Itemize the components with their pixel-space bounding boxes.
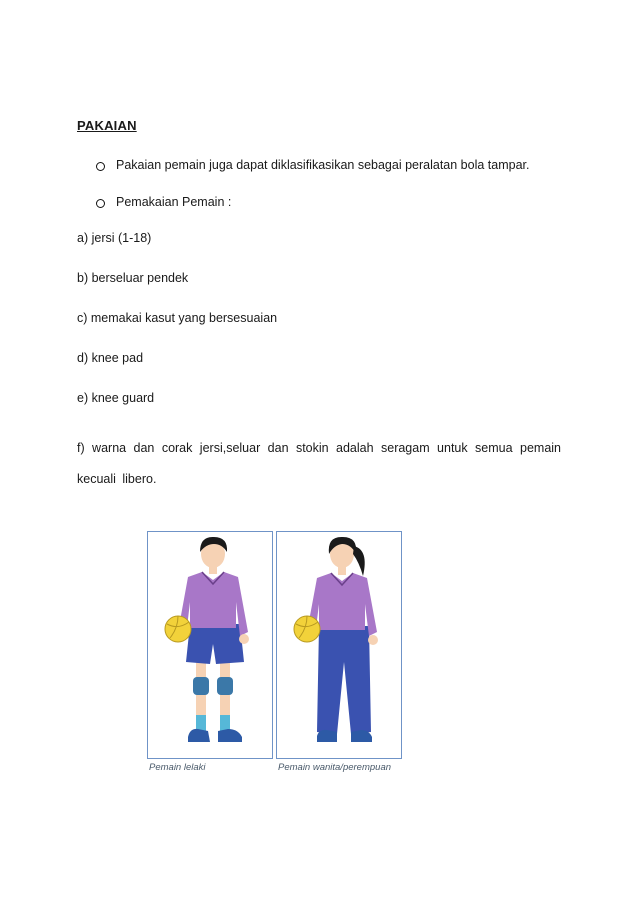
list-item-b: b) berseluar pendek [77,271,189,285]
bullet-icon [96,162,105,171]
list-item-a: a) jersi (1-18) [77,231,152,245]
bullet-text: Pemakaian Pemain : [116,195,232,209]
male-player-panel [147,531,273,759]
bullet-icon [96,199,105,208]
section-heading: PAKAIAN [77,118,137,133]
male-caption: Pemain lelaki [149,762,206,773]
uniform-figure [145,531,409,781]
male-player-illustration [148,532,272,758]
list-item-f: f) warna dan corak jersi,seluar dan stokin adalah seragam untuk semua pemain kecuali libero. [77,441,561,486]
list-item-e: e) knee guard [77,391,155,405]
bullet-item [96,158,529,195]
bullet-item [96,195,529,232]
female-caption: Pemain wanita/perempuan [278,762,392,773]
list-item-d: d) knee pad [77,351,144,365]
bullet-list [96,158,529,232]
female-player-panel [276,531,402,759]
female-player-illustration [277,532,401,758]
list-item-c: c) memakai kasut yang bersesuaian [77,311,278,325]
bullet-text: Pakaian pemain juga dapat diklasifikasikan sebagai peralatan bola tampar. [116,158,530,172]
